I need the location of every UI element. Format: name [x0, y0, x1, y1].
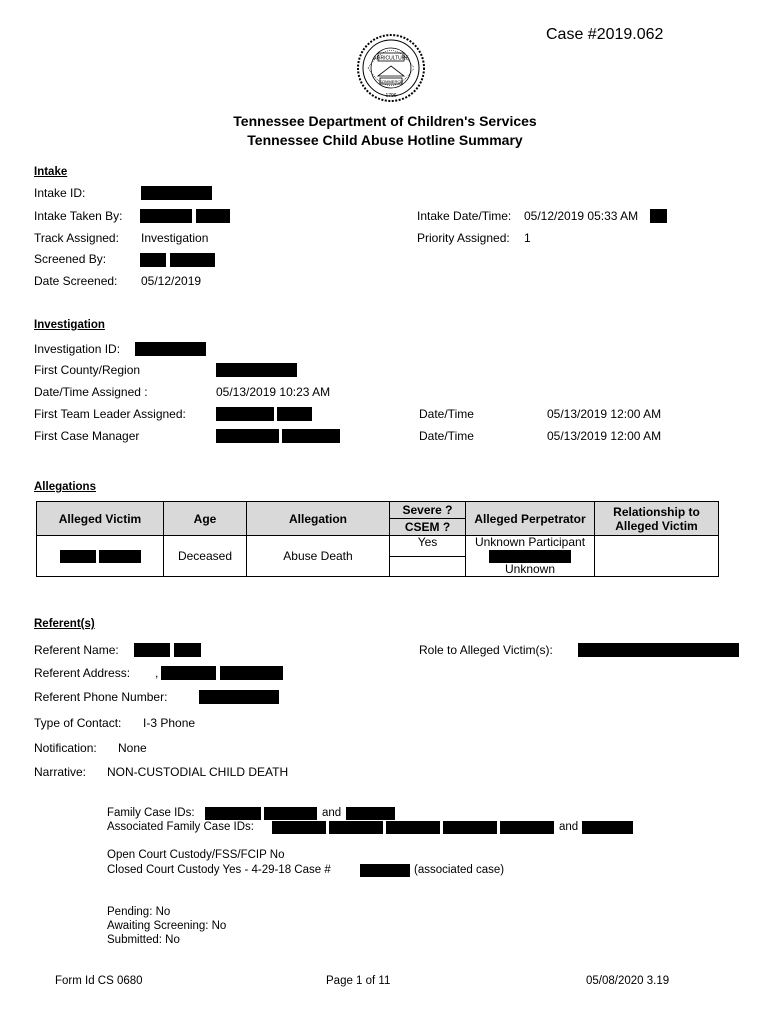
referent-address-comma: ,	[155, 666, 159, 680]
redaction-block	[134, 643, 170, 657]
victim-cell	[37, 536, 164, 577]
col-csem: CSEM ?	[390, 519, 466, 536]
redaction-block	[199, 690, 279, 704]
redaction-block	[360, 864, 410, 877]
redaction-block	[141, 186, 212, 200]
redaction-block	[216, 363, 297, 377]
redaction-block	[205, 807, 261, 820]
submitted-status: Submitted: No	[107, 934, 180, 946]
redaction-block	[140, 209, 192, 223]
intake-id-label: Intake ID:	[34, 186, 86, 200]
tennessee-seal-icon	[356, 28, 426, 108]
team-leader-datetime-label: Date/Time	[419, 407, 474, 421]
seal-year: 1796	[385, 93, 397, 99]
case-manager-datetime-value: 05/13/2019 12:00 AM	[547, 429, 662, 443]
case-manager-label: First Case Manager	[34, 429, 140, 443]
priority-value: 1	[524, 231, 531, 245]
datetime-assigned-value: 05/13/2019 10:23 AM	[216, 385, 331, 399]
redaction-block	[60, 550, 96, 563]
page-subtitle: Tennessee Child Abuse Hotline Summary	[247, 132, 523, 148]
col-age: Age	[164, 502, 247, 536]
referents-heading: Referent(s)	[34, 618, 95, 630]
track-assigned-label: Track Assigned:	[34, 231, 119, 245]
referent-address-label: Referent Address:	[34, 666, 131, 680]
severe-cell: Yes	[390, 536, 466, 557]
seal-text-bottom: COMMERCE	[379, 79, 403, 84]
allegation-cell: Abuse Death	[247, 536, 390, 577]
narrative-label: Narrative:	[34, 765, 87, 779]
redaction-block	[346, 807, 395, 820]
footer-page-number: Page 1 of 11	[326, 975, 391, 987]
referent-name-label: Referent Name:	[34, 643, 119, 657]
redaction-block	[650, 209, 667, 223]
referent-phone-label: Referent Phone Number:	[34, 690, 168, 704]
pending-status: Pending: No	[107, 906, 171, 918]
narrative-value: NON-CUSTODIAL CHILD DEATH	[107, 765, 289, 779]
datetime-assigned-label: Date/Time Assigned :	[34, 385, 148, 399]
age-cell: Deceased	[164, 536, 247, 577]
first-county-label: First County/Region	[34, 363, 141, 377]
team-leader-datetime-value: 05/13/2019 12:00 AM	[547, 407, 662, 421]
investigation-heading: Investigation	[34, 319, 105, 331]
page-title: Tennessee Department of Children's Services	[233, 113, 537, 129]
intake-heading: Intake	[34, 166, 68, 178]
redaction-block	[578, 643, 739, 657]
perpetrator-line-2: Unknown	[504, 562, 556, 576]
family-case-ids-label: Family Case IDs:	[107, 807, 195, 819]
awaiting-screening-status: Awaiting Screening: No	[107, 920, 227, 932]
intake-datetime-label: Intake Date/Time:	[417, 209, 512, 223]
case-manager-datetime-label: Date/Time	[419, 429, 474, 443]
allegations-table	[36, 501, 719, 577]
redaction-block	[264, 807, 317, 820]
redaction-block	[386, 821, 440, 834]
open-court-custody: Open Court Custody/FSS/FCIP No	[107, 849, 285, 861]
redaction-block	[220, 666, 283, 680]
intake-datetime-value: 05/12/2019 05:33 AM	[524, 209, 639, 223]
perpetrator-cell	[466, 536, 595, 577]
redaction-block	[174, 643, 201, 657]
allegations-heading: Allegations	[34, 481, 96, 493]
notification-label: Notification:	[34, 741, 97, 755]
col-allegation: Allegation	[247, 502, 390, 536]
contact-type-label: Type of Contact:	[34, 716, 122, 730]
closed-court-custody: Closed Court Custody Yes - 4-29-18 Case #	[107, 864, 331, 876]
role-to-victim-label: Role to Alleged Victim(s):	[419, 643, 553, 657]
redaction-block	[443, 821, 497, 834]
track-assigned-value: Investigation	[141, 231, 209, 245]
col-alleged-perpetrator: Alleged Perpetrator	[466, 502, 595, 536]
associated-ids-label: Associated Family Case IDs:	[107, 821, 254, 833]
footer-date: 05/08/2020 3.19	[586, 975, 670, 987]
relationship-cell	[595, 536, 719, 577]
footer-form-id: Form Id CS 0680	[55, 975, 143, 987]
contact-type-value: I-3 Phone	[143, 716, 196, 730]
redaction-block	[161, 666, 216, 680]
notification-value: None	[118, 741, 147, 755]
associated-case-note: (associated case)	[414, 864, 505, 876]
csem-cell	[390, 556, 466, 577]
case-number: Case #2019.062	[546, 26, 664, 43]
redaction-block	[500, 821, 554, 834]
redaction-block	[196, 209, 230, 223]
perpetrator-line-1: Unknown Participant	[474, 535, 586, 549]
investigation-id-label: Investigation ID:	[34, 342, 121, 356]
redaction-block	[582, 821, 633, 834]
redaction-block	[277, 407, 312, 421]
redaction-block	[216, 429, 279, 443]
team-leader-label: First Team Leader Assigned:	[34, 407, 186, 421]
redaction-block	[135, 342, 206, 356]
redaction-block	[329, 821, 383, 834]
col-relationship: Relationship to Alleged Victim	[595, 502, 719, 536]
date-screened-value: 05/12/2019	[141, 274, 202, 288]
intake-taken-by-label: Intake Taken By:	[34, 209, 123, 223]
col-alleged-victim: Alleged Victim	[37, 502, 164, 536]
associated-ids-and: and	[559, 821, 579, 833]
redaction-block	[170, 253, 215, 267]
screened-by-label: Screened By:	[34, 252, 107, 266]
seal-text-top: AGRICULTURE	[373, 55, 409, 62]
redaction-block	[140, 253, 166, 267]
family-case-ids-and: and	[322, 807, 342, 819]
priority-label: Priority Assigned:	[417, 231, 510, 245]
date-screened-label: Date Screened:	[34, 274, 118, 288]
col-severe: Severe ?	[390, 502, 466, 519]
redaction-block	[282, 429, 340, 443]
redaction-block	[272, 821, 326, 834]
redaction-block	[216, 407, 274, 421]
redaction-block	[99, 550, 141, 563]
